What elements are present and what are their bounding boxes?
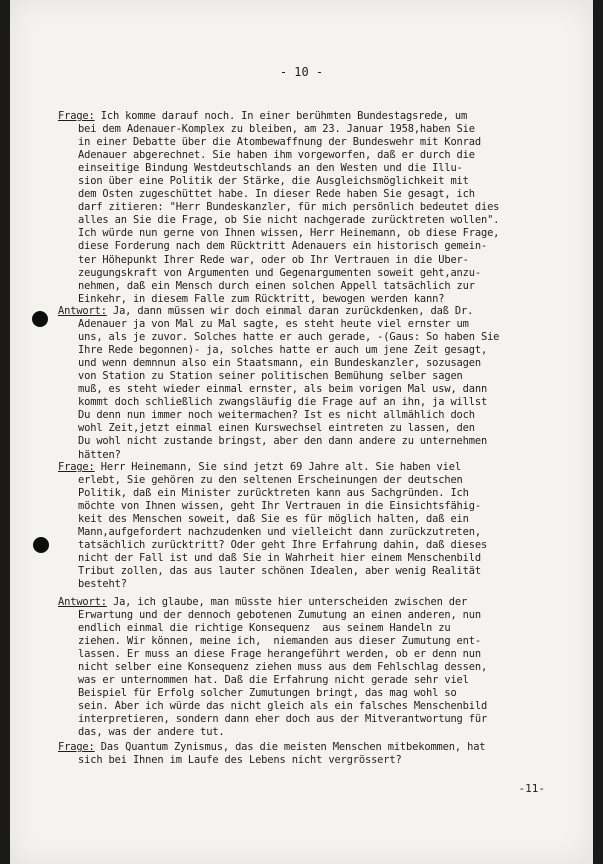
- line-text: Beispiel für Erfolg solcher Zumutungen bringt, das mag wohl so: [78, 687, 457, 700]
- line-text: kommt doch schließlich zwangsläufig die Frage auf an ihn, ja willst: [78, 396, 488, 409]
- line-text: besteht?: [78, 578, 127, 591]
- answer-block: [58, 596, 572, 740]
- text-line: [58, 578, 572, 591]
- line-text: von Station zu Station seiner politischen Bemühung selber sagen: [78, 370, 463, 383]
- text-line: [58, 383, 572, 396]
- line-text: Ich komme darauf noch. In einer berühmten Bundestagsrede, um: [94, 110, 468, 122]
- line-text: in einer Debatte über die Atombewaffnung der Bundeswehr mit Konrad: [78, 136, 481, 149]
- line-text: tatsächlich zurücktritt? Oder geht Ihre Erfahrung dahin, daß dieses: [78, 539, 488, 552]
- text-line: [58, 201, 572, 214]
- text-line: [58, 609, 572, 622]
- line-text: wohl Zeit,jetzt einmal einen Kurswechsel eintreten zu lassen, den: [78, 422, 475, 435]
- text-line: [58, 175, 572, 188]
- text-line: [58, 318, 572, 331]
- text-line: [58, 513, 572, 526]
- line-text: Ja, ich glaube, man müsste hier unterscheiden zwischen der: [106, 596, 468, 608]
- speaker-label: Frage:: [58, 461, 95, 473]
- line-text: keit des Menschen soweit, daß Sie es für möglich halten, daß ein: [78, 513, 469, 526]
- line-text: Ihre Rede begonnen)- ja, solches hatte er auch um jene Zeit gesagt,: [78, 344, 488, 357]
- text-line: [58, 526, 572, 539]
- text-line: [58, 293, 572, 306]
- next-page-marker: -11-: [518, 782, 545, 795]
- speaker-label: Frage:: [58, 110, 95, 122]
- line-text: erlebt, Sie gehören zu den seltenen Erscheinungen der deutschen: [78, 474, 463, 487]
- text-line: [58, 661, 572, 674]
- line-text: ter Höhepunkt Ihrer Rede war, oder ob Ihr Vertrauen in die Über-: [78, 253, 469, 266]
- line-text: Du denn nun immer noch weitermachen? Ist es nicht allmählich doch: [78, 409, 475, 422]
- line-text: was er unternommen hat. Daß die Erfahrung nicht gerade sehr viel: [78, 674, 469, 687]
- text-line: [58, 754, 572, 767]
- text-line: [58, 500, 572, 513]
- line-text: Adenauer abgerechnet. Sie haben ihm vorgeworfen, daß er durch die: [78, 149, 475, 162]
- text-line: [58, 449, 572, 462]
- line-text: einseitige Bindung Westdeutschlands an den Westen und die Illu-: [78, 162, 463, 175]
- text-line: [58, 123, 572, 136]
- punch-hole-bottom: [33, 537, 49, 553]
- line-text: und wenn demnnun also ein Staatsmann, ein Bundeskanzler, sozusagen: [78, 357, 481, 370]
- text-line: [58, 635, 572, 648]
- text-line: [58, 149, 572, 162]
- text-line: [58, 596, 572, 609]
- line-text: Tribut zollen, das aus lauter schönen Idealen, aber wenig Realität: [78, 565, 481, 578]
- line-text: möchte von Ihnen wissen, geht Ihr Vertrauen in die Einsichtsfähig-: [78, 500, 481, 513]
- line-text: Ich würde nun gerne von Ihnen wissen, Herr Heinemann, ob diese Frage,: [78, 227, 500, 240]
- line-text: bei dem Adenauer-Komplex zu bleiben, am 23. Januar 1958,haben Sie: [78, 123, 475, 136]
- speaker-label: Antwort:: [58, 596, 107, 608]
- line-text: dem Osten zugeschüttet habe. In dieser Rede haben Sie gesagt, ich: [78, 188, 475, 201]
- question-block: [58, 741, 572, 767]
- text-line: [58, 110, 572, 123]
- line-text: sion über eine Politik der Stärke, die Ausgleichsmöglichkeit mit: [78, 175, 469, 188]
- text-line: [58, 214, 572, 227]
- text-line: [58, 700, 572, 713]
- speaker-label: Antwort:: [58, 305, 107, 317]
- line-text: Herr Heinemann, Sie sind jetzt 69 Jahre alt. Sie haben viel: [94, 461, 461, 473]
- line-text: interpretieren, sondern dann eher doch aus der Mitverantwortung für: [78, 713, 488, 726]
- line-text: Du wohl nicht zustande bringst, aber den dann andere zu unternehmen: [78, 435, 488, 448]
- text-line: [58, 162, 572, 175]
- line-text: uns, als je zuvor. Solches hatte er auch gerade, -(Gaus: So haben Sie: [78, 331, 500, 344]
- speaker-label: Frage:: [58, 741, 95, 753]
- line-text: lassen. Er muss an diese Frage herangeführt werden, ob er denn nun: [78, 648, 481, 661]
- text-line: [58, 713, 572, 726]
- page-number: - 10 -: [279, 65, 324, 79]
- text-line: [58, 344, 572, 357]
- text-line: [58, 726, 572, 739]
- line-text: sein. Aber ich würde das nicht gleich als ein falsches Menschenbild: [78, 700, 488, 713]
- line-text: Adenauer ja von Mal zu Mal sagte, es steht heute viel ernster um: [78, 318, 469, 331]
- line-text: Politik, daß ein Minister zurücktreten kann aus Sachgründen. Ich: [78, 487, 469, 500]
- line-text: nicht der Fall ist und daß Sie in Wahrheit hier einem Menschenbild: [78, 552, 481, 565]
- text-line: [58, 357, 572, 370]
- line-text: das, was der andere tut.: [78, 726, 225, 739]
- line-text: endlich einmal die richtige Konsequenz aus seinem Handeln zu: [78, 622, 451, 635]
- text-line: [58, 254, 572, 267]
- line-text: alles an Sie die Frage, ob Sie nicht nachgerade zurücktreten wollen".: [78, 214, 500, 227]
- text-line: [58, 474, 572, 487]
- text-line: [58, 539, 572, 552]
- text-line: [58, 370, 572, 383]
- line-text: hätten?: [78, 448, 121, 461]
- text-line: [58, 687, 572, 700]
- text-line: [58, 422, 572, 435]
- text-line: [58, 674, 572, 687]
- text-line: [58, 741, 572, 754]
- line-text: Erwartung und der dennoch gebotenen Zumutung an einen anderen, nun: [78, 609, 481, 622]
- text-line: [58, 136, 572, 149]
- line-text: diese Forderung nach dem Rücktritt Adenauers ein historisch gemein-: [78, 240, 488, 253]
- text-line: [58, 461, 572, 474]
- line-text: zeugungskraft von Argumenten und Gegenargumenten soweit geht,anzu-: [78, 266, 481, 279]
- line-text: Das Quantum Zynismus, das die meisten Menschen mitbekommen, hat: [94, 741, 486, 753]
- text-line: [58, 267, 572, 280]
- text-line: [58, 227, 572, 240]
- answer-block: [58, 305, 572, 462]
- line-text: sich bei Ihnen im Laufe des Lebens nicht vergrössert?: [78, 754, 402, 767]
- text-line: [58, 435, 572, 448]
- line-text: darf zitieren: "Herr Bundeskanzler, für mich persönlich bedeutet dies: [78, 201, 500, 214]
- line-text: ziehen. Wir können, meine ich, niemanden aus dieser Zumutung ent-: [78, 635, 481, 648]
- text-line: [58, 396, 572, 409]
- text-line: [58, 305, 572, 318]
- text-line: [58, 188, 572, 201]
- line-text: Ja, dann müssen wir doch einmal daran zurückdenken, daß Dr.: [106, 305, 474, 317]
- text-line: [58, 331, 572, 344]
- question-block: [58, 461, 572, 591]
- text-line: [58, 565, 572, 578]
- text-line: [58, 487, 572, 500]
- text-line: [58, 240, 572, 253]
- text-line: [58, 552, 572, 565]
- line-text: Mann,aufgefordert nachzudenken und vielleicht dann zurückzutreten,: [78, 526, 481, 539]
- line-text: Einkehr, in diesem Falle zum Rücktritt, bewogen werden kann?: [78, 292, 445, 305]
- text-line: [58, 280, 572, 293]
- punch-hole-top: [32, 311, 48, 327]
- text-line: [58, 622, 572, 635]
- line-text: nehmen, daß ein Mensch durch einen solchen Appell tatsächlich zur: [78, 279, 475, 292]
- text-line: [58, 409, 572, 422]
- question-block: [58, 110, 572, 306]
- line-text: muß, es steht wieder einmal ernster, als beim vorigen Mal usw, dann: [78, 383, 488, 396]
- line-text: nicht selber eine Konsequenz ziehen muss aus dem Fehlschlag dessen,: [78, 661, 488, 674]
- document-page: [10, 0, 593, 864]
- text-line: [58, 648, 572, 661]
